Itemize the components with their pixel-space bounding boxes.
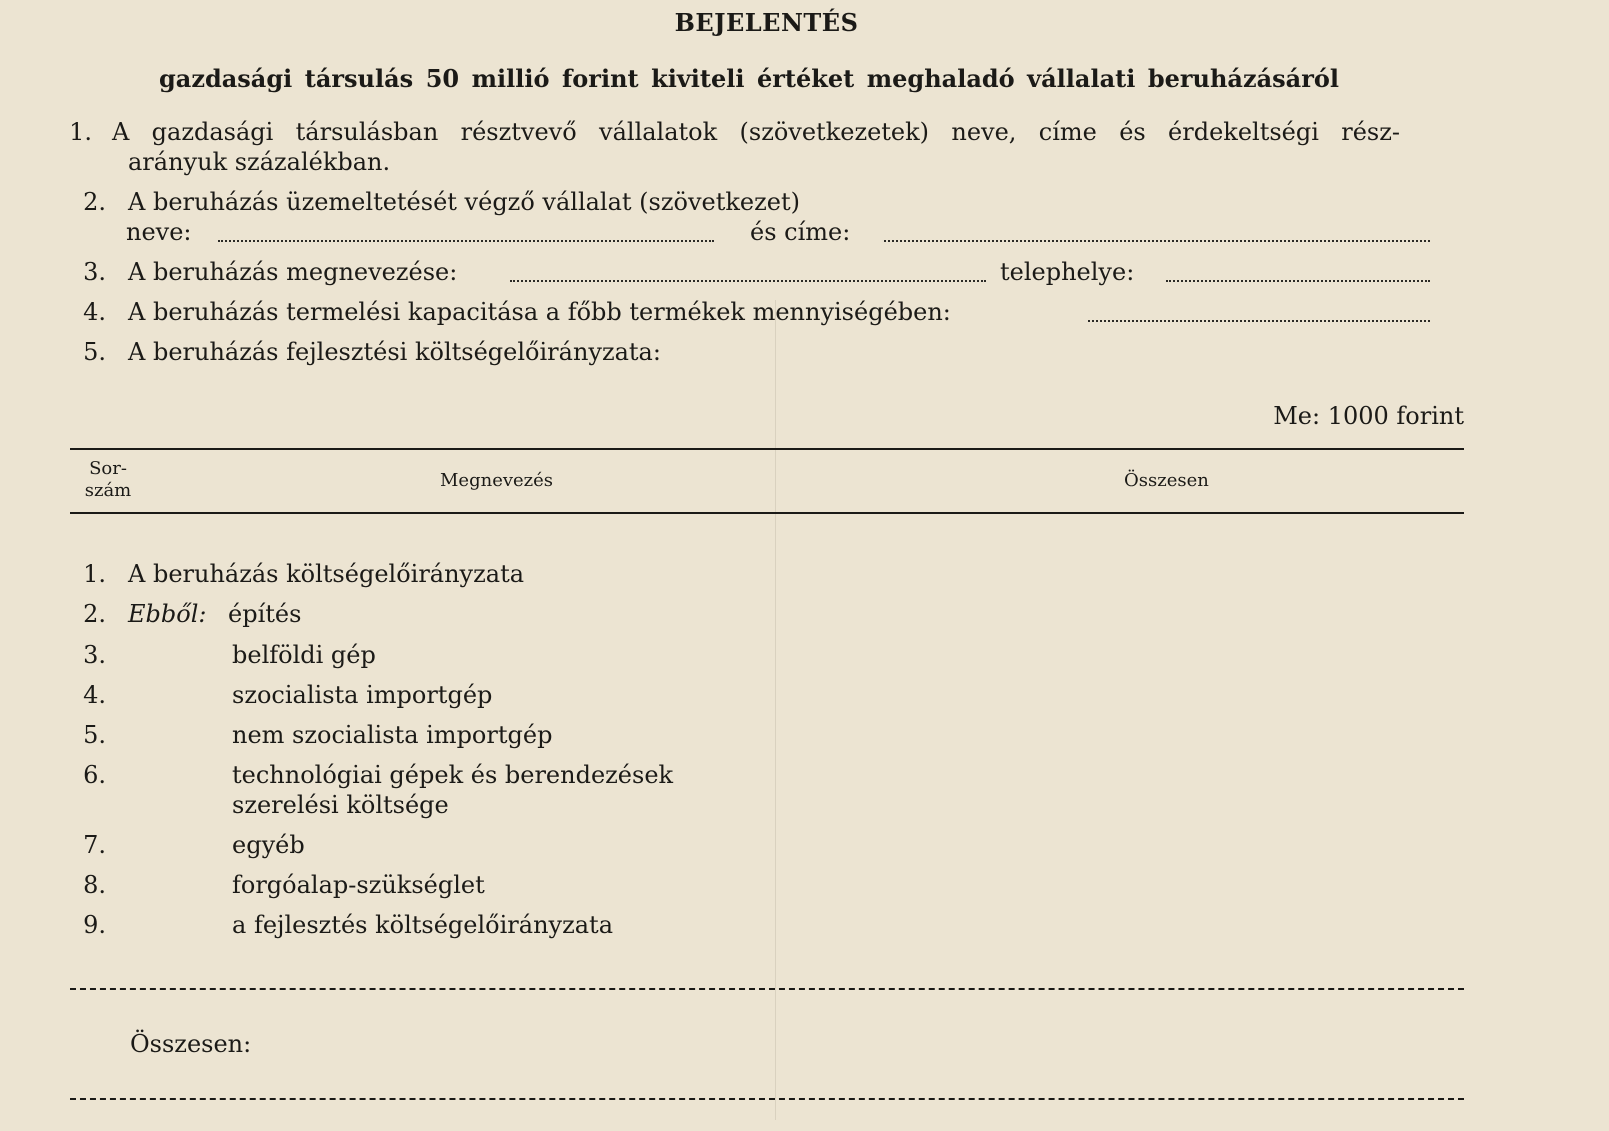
row-6-label: technológiai gépek és berendezések: [232, 761, 674, 789]
item-4-field[interactable]: [1088, 320, 1430, 322]
item-2-cime-label: és címe:: [750, 218, 851, 246]
item-2-text: A beruházás üzemeltetését végző vállalat (szövetkezet): [128, 188, 800, 216]
item-1-text: A gazdasági társulásban résztvevő vállalatok (szövetkezetek) neve, címe és érdekeltségi rész-: [112, 118, 1400, 146]
item-3-telephely-label: telephelye:: [1000, 258, 1135, 286]
item-3-label: A beruházás megnevezése:: [128, 258, 458, 286]
total-bottom-rule: [70, 1098, 1464, 1100]
item-3-number: 3.: [83, 258, 106, 286]
header-sorszam-line1: Sor-: [89, 458, 127, 479]
row-4-label: szocialista importgép: [232, 681, 493, 709]
row-8-label: forgóalap-szükséglet: [232, 871, 485, 899]
item-1-number: 1.: [69, 118, 92, 146]
row-9-number: 9.: [83, 911, 106, 939]
row-2-label: építés: [228, 600, 302, 628]
header-sorszam-line2: szám: [84, 480, 132, 501]
header-osszesen: Összesen: [1124, 470, 1209, 491]
item-2-neve-field[interactable]: [218, 240, 714, 242]
item-3-telephely-field[interactable]: [1166, 280, 1430, 282]
row-1-label: A beruházás költségelőirányzata: [128, 560, 525, 588]
item-2-number: 2.: [83, 188, 106, 216]
total-top-rule: [70, 988, 1464, 990]
row-5-number: 5.: [83, 721, 106, 749]
row-3-label: belföldi gép: [232, 641, 376, 669]
row-7-label: egyéb: [232, 831, 305, 859]
row-1-number: 1.: [83, 560, 106, 588]
table-header-rule: [70, 512, 1464, 514]
row-6-number: 6.: [83, 761, 106, 789]
row-5-label: nem szocialista importgép: [232, 721, 553, 749]
item-4-number: 4.: [83, 298, 106, 326]
item-4-label: A beruházás termelési kapacitása a főbb termékek mennyiségében:: [128, 298, 951, 326]
table-top-rule: [70, 448, 1464, 450]
unit-label: Me: 1000 forint: [1273, 402, 1464, 430]
item-5-label: A beruházás fejlesztési költségelőirányzata:: [128, 338, 661, 366]
row-4-number: 4.: [83, 681, 106, 709]
item-1-text-cont: arányuk százalékban.: [128, 148, 391, 176]
row-9-label: a fejlesztés költségelőirányzata: [232, 911, 613, 939]
header-sorszam: [70, 458, 146, 502]
row-6-label-cont: szerelési költsége: [232, 791, 449, 819]
row-2-prefix: Ebből:: [128, 600, 207, 628]
row-7-number: 7.: [83, 831, 106, 859]
document-subtitle: gazdasági társulás 50 millió forint kiviteli értéket meghaladó vállalati beruházásáról: [159, 64, 1339, 93]
item-5-number: 5.: [83, 338, 106, 366]
document-title: BEJELENTÉS: [674, 8, 859, 37]
item-3-megnevezes-field[interactable]: [510, 280, 986, 282]
row-3-number: 3.: [83, 641, 106, 669]
row-8-number: 8.: [83, 871, 106, 899]
paper-crease: [775, 300, 776, 1120]
total-label: Összesen:: [130, 1030, 252, 1058]
item-2-neve-label: neve:: [126, 218, 192, 246]
row-2-number: 2.: [83, 600, 106, 628]
header-megnevezes: Megnevezés: [440, 470, 554, 491]
item-2-cime-field[interactable]: [884, 240, 1430, 242]
